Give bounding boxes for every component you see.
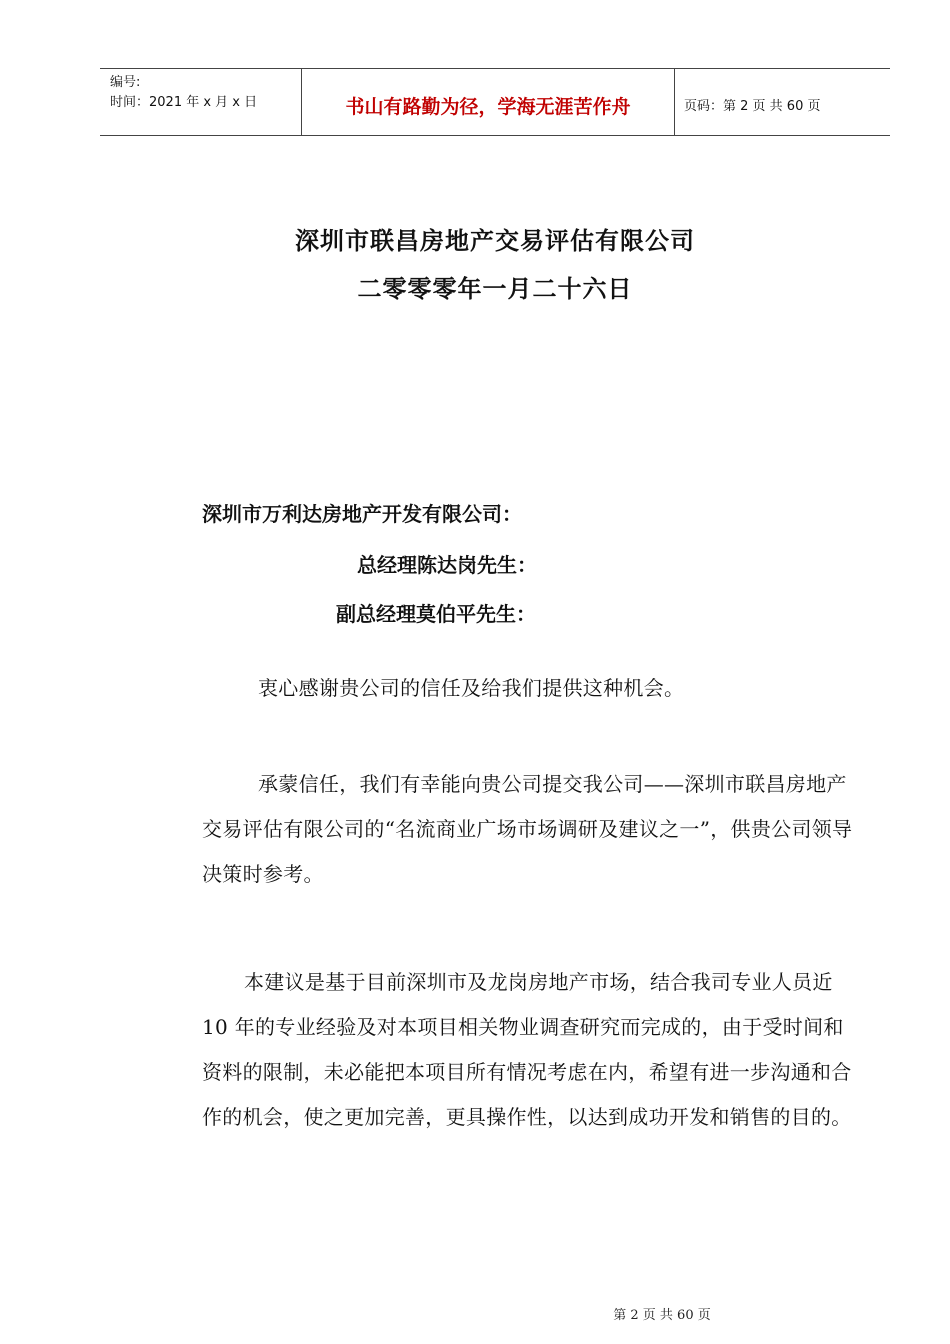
header-top-rule bbox=[100, 68, 890, 69]
document-company-title: 深圳市联昌房地产交易评估有限公司 bbox=[295, 227, 695, 255]
addressee-general-manager: 总经理陈达岗先生： bbox=[357, 553, 537, 577]
addressee-deputy-general-manager: 副总经理莫伯平先生： bbox=[336, 602, 536, 626]
body-paragraph-3: 本建议是基于目前深圳市及龙岗房地产市场，结合我司专业人员近 10 年的专业经验及对本项目相关物业调查研究而完成的，由于受时间和资料的限制，未必能把本项目所有情况考虑在内，希望有进一步沟通和合作的机会，使之更加完善，更具操作性，以达到成功开发和销售的目的。 bbox=[202, 970, 852, 1129]
header-divider-right bbox=[674, 68, 675, 135]
document-date: 二零零零年一月二十六日 bbox=[357, 275, 633, 303]
header-number-label: 编号: bbox=[110, 75, 141, 90]
header-bottom-rule bbox=[100, 135, 890, 136]
header-page-label: 页码：第 2 页 共 60 页 bbox=[684, 99, 821, 114]
header-motto: 书山有路勤为径，学海无涯苦作舟 bbox=[345, 96, 631, 118]
body-paragraph-2: 承蒙信任，我们有幸能向贵公司提交我公司——深圳市联昌房地产交易评估有限公司的“名流商业广场市场调研及建议之一”，供贵公司领导决策时参考。 bbox=[202, 772, 853, 886]
addressee-company: 深圳市万利达房地产开发有限公司： bbox=[202, 502, 522, 526]
page-footer: 第 2 页 共 60 页 bbox=[613, 1308, 711, 1323]
body-paragraph-1: 衷心感谢贵公司的信任及给我们提供这种机会。 bbox=[258, 676, 685, 700]
header-time-label: 时间：2021 年 x 月 x 日 bbox=[110, 95, 258, 110]
